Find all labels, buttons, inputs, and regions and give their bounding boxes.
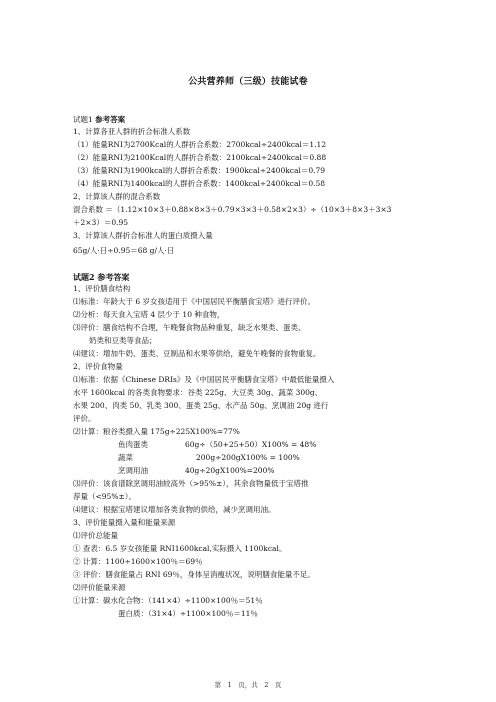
s1-line-6: 2、计算该人群的混合系数: [73, 192, 161, 201]
page-footer: 第 1 页，共 2 页: [214, 681, 282, 689]
s2-line-2: ⑴标准：年龄大于 6 岁女孩适用于《中国居民平衡膳食宝塔》进行评价。: [73, 297, 316, 306]
s2-line-16: ⑶评价：该食谱除烹调用油较高外（>95%±），其余食物量低于宝塔推: [73, 479, 309, 488]
section2-heading: [73, 272, 129, 282]
s2-line-17: 荐量（<95%±）。: [73, 492, 136, 501]
s2-line-10: 水果 200、肉类 50、乳类 300、蛋类 25g、水产品 50g、烹调油 20g 进行: [73, 401, 329, 410]
section2-number: 试题2: [73, 272, 95, 282]
s2-line-15-label: 烹调用油: [118, 466, 148, 475]
s2-line-5: 奶类和豆类等食品；: [89, 336, 157, 345]
s2-line-23: ③ 评价：膳食能量占 RNI 69％，身体呈消瘦状况，说明膳食能量不足。: [73, 570, 315, 579]
s1-line-7: 混合系数 ＝（1.12×10×3＋0.88×8×3＋0.79×3×3＋0.58×2×3）÷（10×3＋8×3＋3×3: [73, 205, 392, 214]
s1-line-2: （1）能量RNI为2700Kcal的人群折合系数：2700kcal÷2400kcal＝1.12: [73, 140, 327, 149]
s2-line-18: ⑷建议：根据宝塔建议增加各类食物的供给，减少烹调用油。: [73, 505, 276, 514]
s2-line-14-value: 200g÷200gX100% = 100%: [196, 453, 300, 462]
s2-line-14-label: 蔬菜: [118, 453, 133, 462]
s1-line-1: 1、计算各亚人群的折合标准人系数: [73, 127, 191, 136]
page-title: 公共营养师（三级）技能试卷: [188, 77, 308, 87]
s2-line-22: ② 计算：1100÷1600×100％＝69％: [73, 557, 203, 566]
s1-line-3: （2）能量RNI为2100Kcal的人群折合系数：2100kcal÷2400kcal＝0.88: [73, 153, 327, 162]
s2-line-26: 蛋白质：（31×4）÷1100×100％＝11％: [118, 609, 258, 618]
s2-line-7: 2、评价食物量: [73, 362, 123, 371]
section1-number: 试题1: [73, 115, 93, 124]
s2-line-8: ⑴标准：依据《Chinese DRIs》及《中国居民平衡膳食宝塔》中最低能量摄入: [73, 375, 335, 384]
s2-line-6: ⑷建议：增加牛奶、蛋类、豆制品和水果等供给，避免午晚餐的食物重复。: [73, 349, 321, 358]
s2-line-25: ①计算：碳水化合物：（141×4）÷1100×100％＝51％: [73, 596, 263, 605]
s1-line-9: 3、计算该人群折合标准人的蛋白质摄入量: [73, 231, 213, 240]
s2-line-19: 3、评价能量摄入量和能量来源: [73, 518, 176, 527]
s2-line-15-value: 40g÷20gX100%=200%: [185, 466, 275, 475]
s2-line-12: ⑵计算：粮谷类摄入量 175g÷225X100%=77%: [73, 427, 240, 436]
s2-line-20: ⑴评价总能量: [73, 531, 118, 540]
s2-line-3: ⑵分析：每天食入宝塔 4 层少于 10 种食物，: [73, 310, 225, 319]
s1-line-5: （4）能量RNI为1400kcal的人群折合系数：1400kcal÷2400kcal＝0.58: [73, 179, 326, 188]
s1-line-10: 65g/人·日÷0.95＝68 g/人·日: [73, 246, 175, 255]
s2-line-13-label: 鱼肉蛋类: [118, 440, 148, 449]
s1-line-4: （3）能量RNI为1900kcal的人群折合系数：1900kcal÷2400kcal＝0.79: [73, 166, 326, 175]
s2-line-11: 评价。: [73, 414, 96, 423]
section2-answer-label: 参考答案: [97, 272, 130, 282]
s1-line-8: ＋2×3）＝0.95: [73, 218, 129, 227]
section1-answer-label: 参考答案: [95, 115, 126, 124]
s2-line-13-value: 60g÷（50+25+50）X100% = 48%: [185, 440, 317, 449]
s2-line-1: 1、评价膳食结构: [73, 284, 131, 293]
section1-heading: [73, 115, 125, 125]
s2-line-24: ⑵评价能量来源: [73, 583, 126, 592]
s2-line-4: ⑶评价：膳食结构不合理，午晚餐食物品种重复，缺乏水果类、蛋类、: [73, 323, 306, 332]
s2-line-9: 水平 1600kcal 的各类食物要求：谷类 225g、大豆类 30g、蔬菜 300g、: [73, 388, 323, 397]
s2-line-21: ① 查表：6.5 岁女孩能量 RNI1600kcal,实际摄入 1100kcal。: [73, 544, 287, 553]
